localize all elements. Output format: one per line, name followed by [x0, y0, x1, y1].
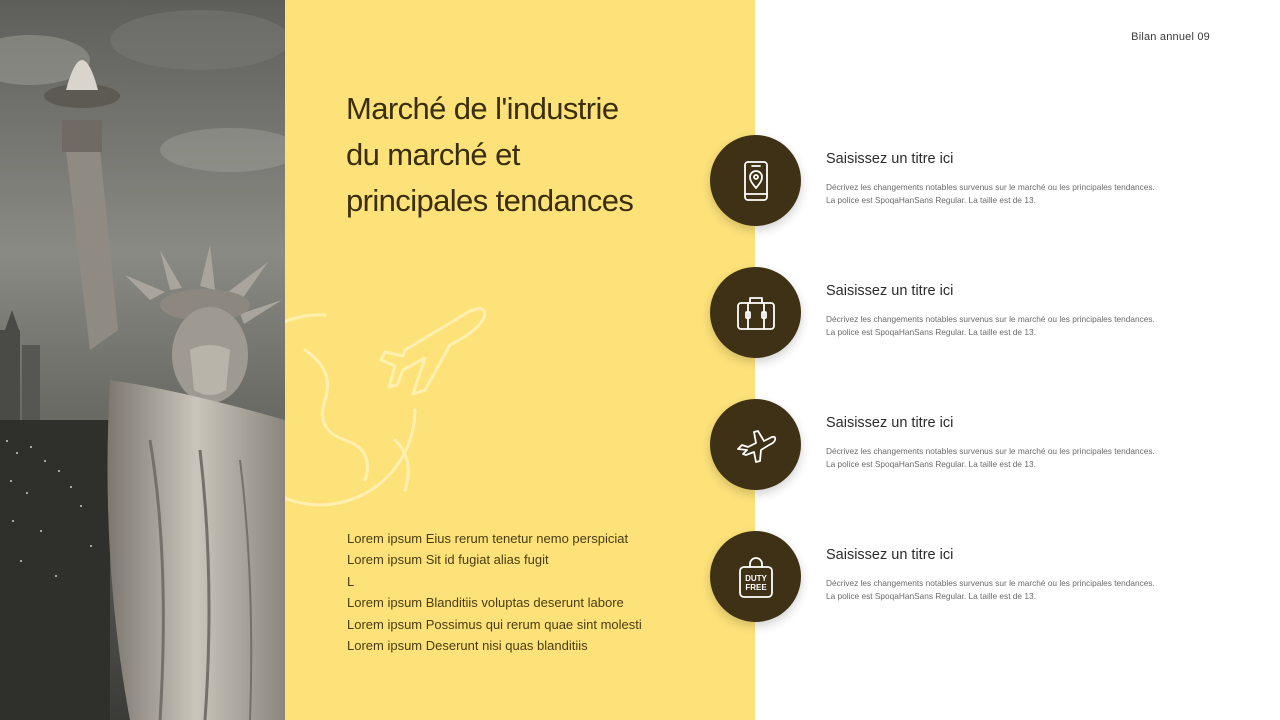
feature-title: Saisissez un titre ici — [826, 151, 954, 167]
feature-description-line: La police est SpoqaHanSans Regular. La taille est de 13. — [826, 591, 1036, 601]
feature-icon-circle — [710, 531, 801, 622]
feature-item — [710, 135, 1190, 227]
list-item: Lorem ipsum Deserunt nisi quas blanditiis — [347, 638, 588, 654]
feature-description — [826, 181, 1186, 207]
feature-description-line: Décrivez les changements notables survenus sur le marché ou les principales tendances. — [826, 314, 1155, 324]
lorem-list — [347, 528, 677, 656]
page-title — [346, 86, 686, 224]
feature-description — [826, 445, 1186, 471]
feature-description-line: La police est SpoqaHanSans Regular. La taille est de 13. — [826, 459, 1036, 469]
statue-of-liberty-photo — [0, 0, 285, 720]
feature-icon-circle — [710, 399, 801, 490]
globe-airplane-decoration-icon — [285, 290, 505, 520]
feature-title: Saisissez un titre ici — [826, 283, 954, 299]
list-item: Lorem ipsum Sit id fugiat alias fugit — [347, 552, 549, 568]
feature-item — [710, 531, 1190, 623]
feature-description-line: Décrivez les changements notables survenus sur le marché ou les principales tendances. — [826, 578, 1155, 588]
smartphone-location-icon — [734, 159, 778, 203]
feature-description-line: La police est SpoqaHanSans Regular. La taille est de 13. — [826, 327, 1036, 337]
feature-item — [710, 399, 1190, 491]
feature-icon-circle — [710, 135, 801, 226]
feature-description — [826, 313, 1186, 339]
title-line: principales tendances — [346, 183, 634, 218]
title-line: du marché et — [346, 137, 520, 172]
feature-item — [710, 267, 1190, 359]
list-item: L — [347, 573, 355, 589]
airplane-icon — [734, 423, 778, 467]
feature-icon-circle — [710, 267, 801, 358]
suitcase-icon — [734, 291, 778, 335]
title-line: Marché de l'industrie — [346, 91, 619, 126]
list-item: Lorem ipsum Eius rerum tenetur nemo perspiciat — [347, 531, 629, 546]
feature-description — [826, 577, 1186, 603]
feature-description-line: Décrivez les changements notables survenus sur le marché ou les principales tendances. — [826, 446, 1155, 456]
feature-description-line: Décrivez les changements notables survenus sur le marché ou les principales tendances. — [826, 182, 1155, 192]
duty-free-text: FREE — [744, 582, 767, 592]
feature-description-line: La police est SpoqaHanSans Regular. La taille est de 13. — [826, 195, 1036, 205]
duty-free-text: DUTY — [744, 573, 767, 583]
feature-title: Saisissez un titre ici — [826, 415, 954, 431]
header-label: Bilan annuel 09 — [1131, 31, 1210, 43]
list-item: Lorem ipsum Blanditiis voluptas deserunt labore — [347, 595, 624, 611]
duty-free-bag-icon — [734, 555, 778, 599]
feature-title: Saisissez un titre ici — [826, 547, 954, 563]
list-item: Lorem ipsum Possimus qui rerum quae sint molesti — [347, 616, 642, 632]
